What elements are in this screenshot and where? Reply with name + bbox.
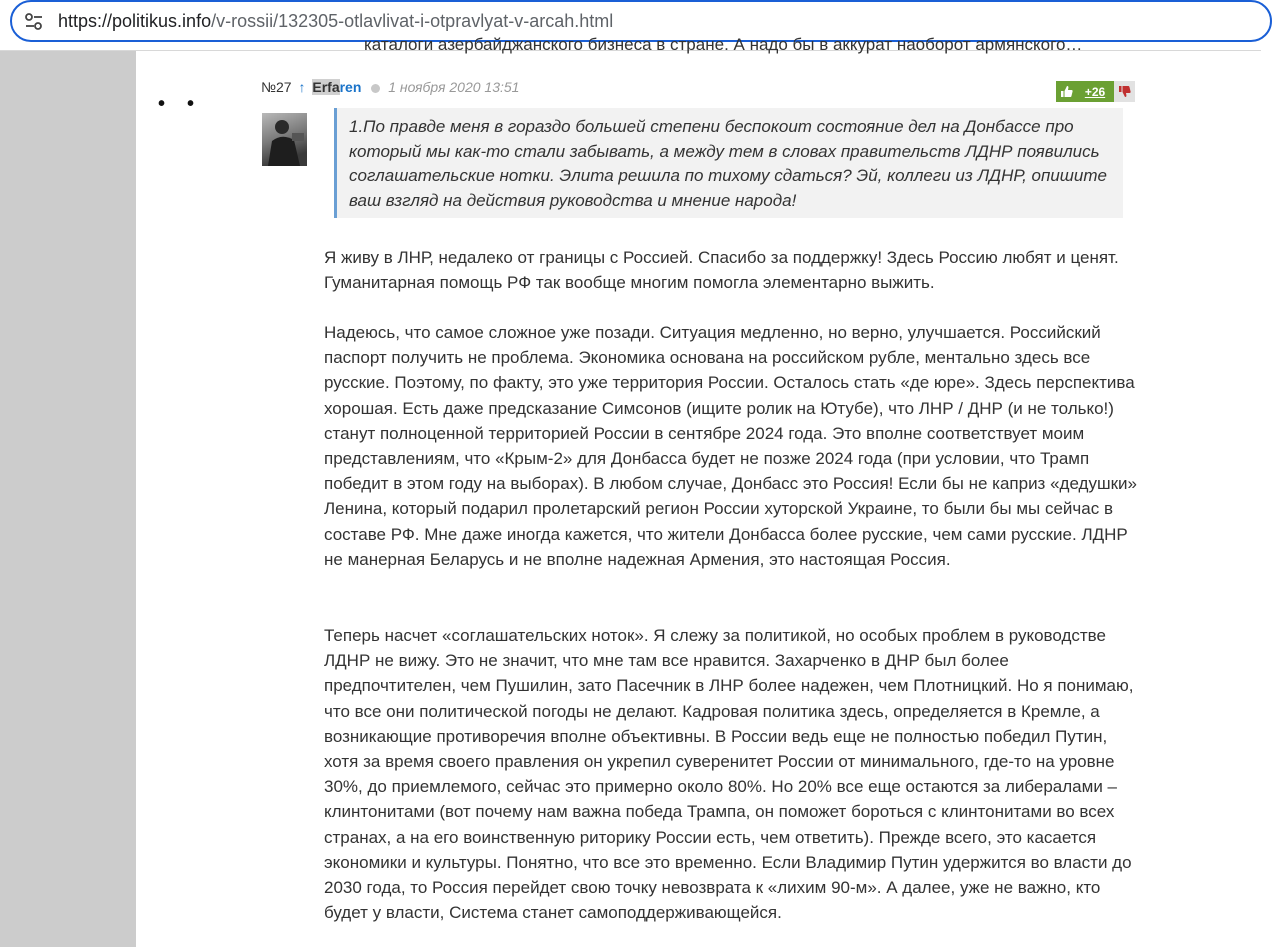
vote-widget xyxy=(1056,81,1135,102)
comment-paragraph-1: Я живу в ЛНР, недалеко от границы с Россией. Спасибо за поддержку! Здесь Россию любят и ценят. Гуманитарная помощь РФ так вообще многим помогла элементарно выжить. xyxy=(324,248,1119,293)
comment-number[interactable]: №27 xyxy=(261,79,292,95)
url-host: https://politikus.info xyxy=(58,11,212,31)
parent-link-arrow[interactable]: ↑ xyxy=(298,79,306,95)
comment-date: 1 ноября 2020 13:51 xyxy=(388,79,520,95)
author-avatar[interactable] xyxy=(262,113,307,166)
thumbs-up-icon[interactable] xyxy=(1056,81,1076,102)
offline-status-dot xyxy=(371,84,380,93)
thumbs-down-icon[interactable] xyxy=(1114,81,1135,102)
comment-paragraph-2: Надеюсь, что самое сложное уже позади. Ситуация медленно, но верно, улучшается. Российский паспорт получить не проблема. Экономика основана на российском рубле, ментально здесь все русские. Поэтому, по факту, это уже территория России. Осталось стать «де юре». Здесь перспектива хорошая. Есть даже предсказание Симсонов (ищите ролик на Ютубе), что ЛНР / ДНР (и не только!) станут полноценной территорией России в сентябре 2024 года. Это вполне соответствует моим представлениям, что «Крым-2» для Донбасса будет не позже 2024 года (при условии, что Трамп победит в этом году на выборах). В любом случае, Донбасс это Россия! Если бы не каприз «дедушки» Ленина, который подарил пролетарский регион России хуторской Украине, то были бы мы сейчас в составе РФ. Мне даже иногда кажется, что жители Донбасса более русские, чем сами русские. ЛДНР не манерная Беларусь и не вполне надежная Армения, это настоящая Россия. xyxy=(324,323,1137,569)
url-path: /v-rossii/132305-otlavlivat-i-otpravlyat-v-arcah.html xyxy=(211,11,614,31)
site-settings-icon[interactable] xyxy=(24,12,44,32)
comment-header xyxy=(261,79,519,95)
vote-score: +26 xyxy=(1084,84,1106,99)
left-gutter xyxy=(0,51,136,947)
comments-area xyxy=(136,35,1261,947)
url-text[interactable] xyxy=(58,11,613,32)
comment-paragraph-3: Теперь насчет «соглашательских ноток». Я слежу за политикой, но особых проблем в руководстве ЛДНР не вижу. Это не значит, что мне там все нравится. Захарченко в ДНР был более предпочтителен, чем Пушилин, зато Пасечник в ЛНР более надежен, чем Плотницкий. Но я понимаю, что все они политической погоды не делают. Кадровая политика здесь, определяется в Кремле, а возникающие противоречия вполне объективны. В России ведь еще не полностью победил Путин, хотя за время своего правления он укрепил суверенитет России от минимального, где-то на уровне 30%, до приемлемого, сейчас это примерно около 80%. Но 20% все еще остаются за либералами – клинтонитами (вот почему нам важна победа Трампа, он поможет бороться с клинтонитами во всех странах, а на его воинственную риторику России есть, чем ответить). Прежде всего, это касается экономики и культуры. Понятно, что все это временно. Если Владимир Путин удержится во власти до 2030 года, то Россия перейдет свою точку невозврата к «лихим 90-м». А далее, уже не важно, кто будет у власти, Система станет самоподдерживающейся. xyxy=(324,626,1134,923)
quoted-text: 1.По правде меня в гораздо большей степени беспокоит состояние дел на Донбассе про который мы как-то стали забывать, а между тем в словах правительств ЛДНР появились соглашательские нотки. Элита решила по тихому сдаться? Эй, коллеги из ЛДНР, опишите ваш взгляд на действия руководства и мнение народа! xyxy=(334,108,1123,218)
comment-tree-dots: •• xyxy=(158,93,217,115)
previous-comment-tail: каталоги азербайджанского бизнеса в стране. А надо бы в аккурат наоборот армянского… xyxy=(364,35,1083,54)
comment-author[interactable]: Erfaren xyxy=(312,79,362,95)
